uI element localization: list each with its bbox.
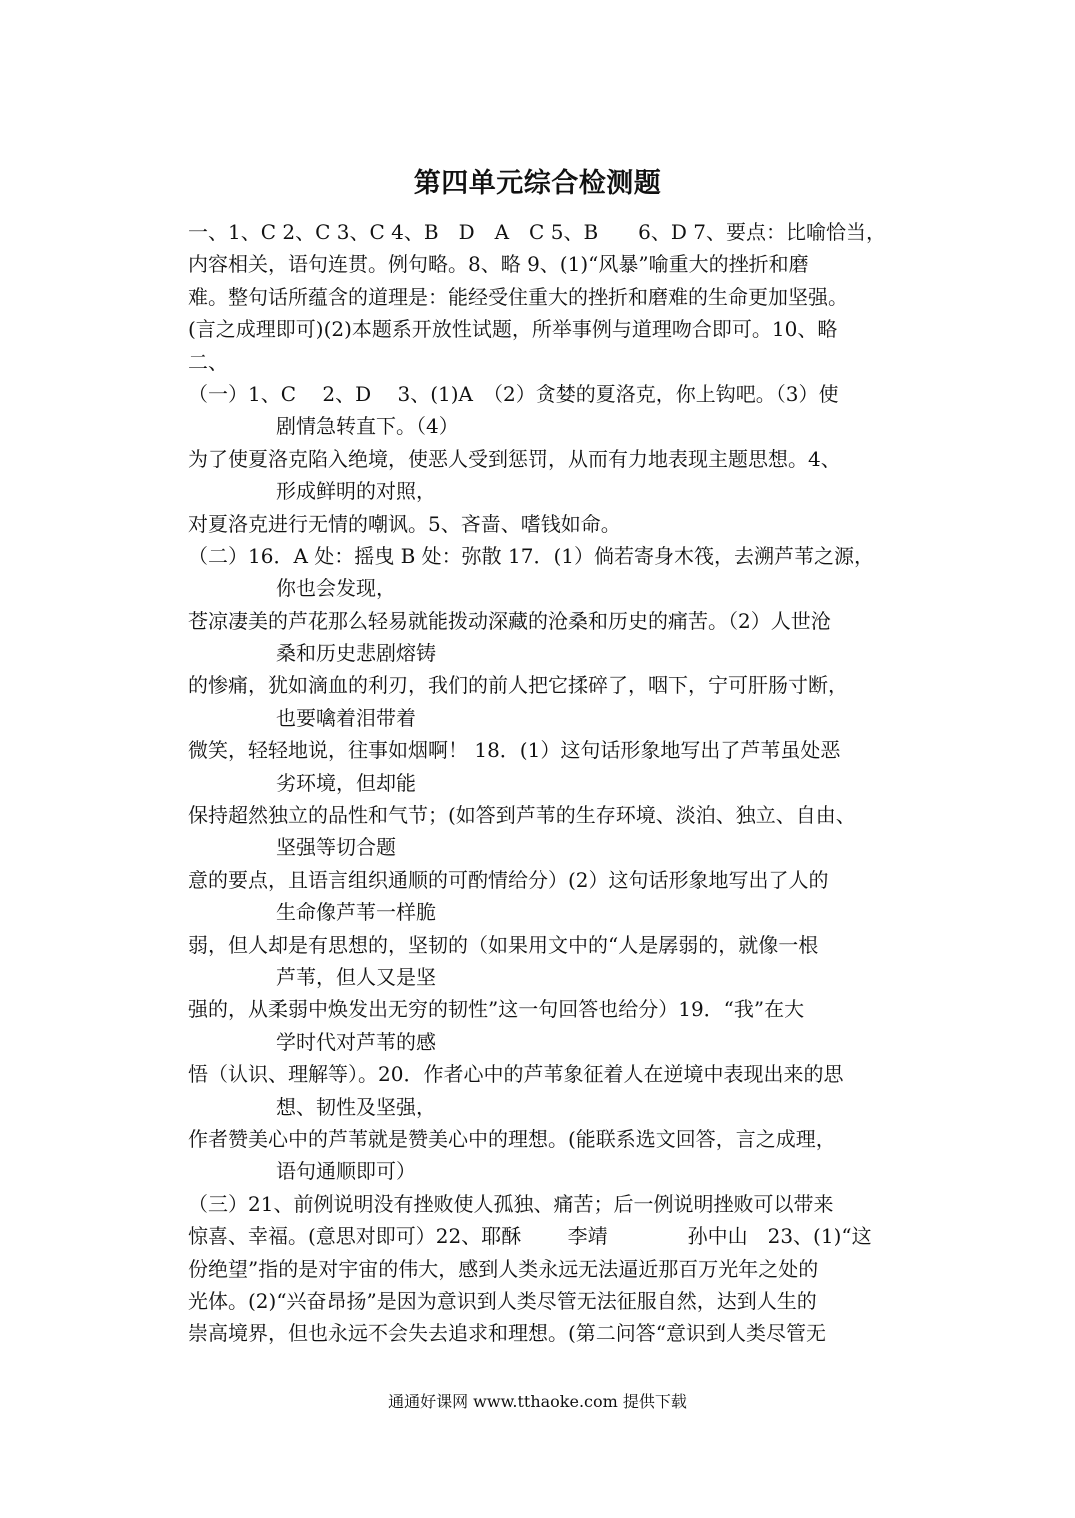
text-line: 想、韧性及坚强，	[276, 1094, 436, 1119]
text-line: 微笑，轻轻地说，往事如烟啊！ 18．(1）这句话形象地写出了芦苇虽处恶	[188, 738, 841, 763]
text-line: 对夏洛克进行无情的嘲讽。5、吝啬、嗜钱如命。	[188, 511, 621, 536]
text-line: 语句通顺即可）	[276, 1159, 416, 1184]
text-line: 作者赞美心中的芦苇就是赞美心中的理想。(能联系选文回答，言之成理，	[188, 1126, 836, 1151]
text-line: （三）21、前例说明没有挫败使人孤独、痛苦；后一例说明挫败可以带来	[188, 1191, 834, 1216]
text-line: 内容相关，语句连贯。例句略。8、略 9、(1)“风暴”喻重大的挫折和磨	[188, 252, 809, 277]
text-line: 弱，但人却是有思想的，坚韧的（如果用文中的“人是孱弱的，就像一根	[188, 932, 819, 957]
text-line: 剧情急转直下。（4）	[276, 414, 459, 439]
page-title: 第四单元综合检测题	[413, 168, 662, 199]
text-line: （二）16．A 处：摇曳 B 处：弥散 17．(1）倘若寄身木筏，去溯芦苇之源，	[188, 543, 874, 568]
text-line: 桑和历史悲剧熔铸	[276, 641, 436, 666]
text-line: 惊喜、幸福。(意思对即可）22、耶酥 李靖 孙中山 23、(1)“这	[188, 1224, 872, 1249]
footer-source: 通通好课网 www.tthaoke.com 提供下载	[388, 1392, 687, 1411]
text-line: 芦苇，但人又是坚	[276, 964, 436, 989]
text-line: 学时代对芦苇的感	[276, 1029, 436, 1054]
text-line: 你也会发现，	[276, 576, 396, 601]
text-line: 悟（认识、理解等）。20．作者心中的芦苇象征着人在逆境中表现出来的思	[188, 1062, 844, 1087]
text-line: 也要噙着泪带着	[276, 705, 416, 730]
text-line: 形成鲜明的对照，	[276, 479, 436, 504]
text-line: 二、	[188, 349, 228, 374]
text-line: 崇高境界，但也永远不会失去追求和理想。(第二问答“意识到人类尽管无	[188, 1321, 827, 1346]
text-line: 劣环境，但却能	[276, 770, 416, 795]
text-line: 保持超然独立的品性和气节；(如答到芦苇的生存环境、淡泊、独立、自由、	[188, 803, 856, 828]
text-line: 生命像芦苇一样脆	[276, 900, 436, 925]
text-line: 意的要点，且语言组织通顺的可酌情给分）(2）这句话形象地写出了人的	[188, 867, 829, 892]
text-line: （一）1、C 2、D 3、(1)A （2）贪婪的夏洛克，你上钩吧。（3）使	[188, 381, 839, 406]
answer-text-body	[188, 216, 898, 1350]
text-line: 的惨痛，犹如滴血的利刃，我们的前人把它揉碎了，咽下，宁可肝肠寸断，	[188, 673, 848, 698]
text-line: 为了使夏洛克陷入绝境，使恶人受到惩罚，从而有力地表现主题思想。4、	[188, 446, 841, 471]
text-line: 强的，从柔弱中焕发出无穷的韧性”这一句回答也给分）19．“我”在大	[188, 997, 805, 1022]
text-line: 光体。(2)“兴奋昂扬”是因为意识到人类尽管无法征服自然，达到人生的	[188, 1288, 817, 1313]
text-line: 苍凉凄美的芦花那么轻易就能拨动深藏的沧桑和历史的痛苦。（2）人世沧	[188, 608, 831, 633]
text-line: 难。整句话所蕴含的道理是：能经受住重大的挫折和磨难的生命更加坚强。	[188, 284, 848, 309]
text-line: 份绝望”指的是对宇宙的伟大，感到人类永远无法逼近那百万光年之处的	[188, 1256, 819, 1281]
text-line: (言之成理即可)(2)本题系开放性试题，所举事例与道理吻合即可。10、略	[188, 317, 838, 342]
text-line: 一、1、C 2、C 3、C 4、B D A C 5、B 6、D 7、要点：比喻恰当，	[188, 220, 886, 244]
text-line: 坚强等切合题	[276, 835, 396, 860]
